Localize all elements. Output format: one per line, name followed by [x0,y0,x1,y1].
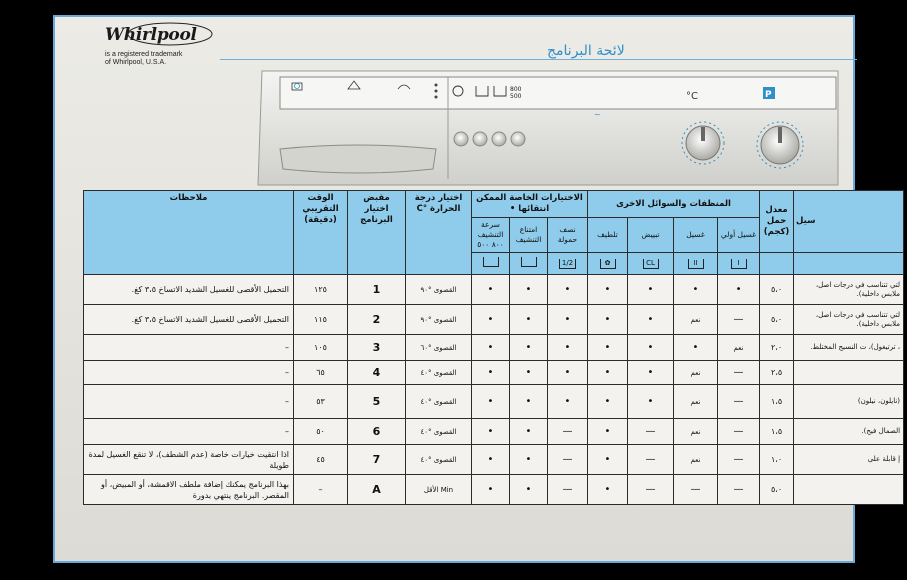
row-agent-mark: نعم [674,305,718,335]
row-notes: – [84,385,294,419]
header-fabric: سيل [794,191,904,253]
wash-symbol [674,253,718,275]
row-max-load: ١،٥ [760,419,794,445]
row-fabric-desc: لتي تتناسب في درجات اصل، ملابس داخلية). [794,305,904,335]
row-duration: ٥٠ [294,419,348,445]
header-option-no-spin: امتناع التنشيف [510,218,548,253]
row-agent-mark: • [588,335,628,361]
row-notes: التحميل الأقصى للغسيل الشديد الاتساخ ٣،٥ كغ. [84,275,294,305]
row-agent-mark: — [628,419,674,445]
row-option-mark: • [472,475,510,505]
prewash-symbol [718,253,760,275]
table-row [84,275,904,305]
program-rows [84,275,904,505]
trademark-line-1: is a registered trademark [105,51,183,58]
row-agent-mark: • [674,335,718,361]
prewash-icon: I [731,259,747,269]
row-option-mark: • [472,335,510,361]
table-row [84,385,904,419]
svg-text:500: 500 [510,93,522,100]
row-program: 1 [348,275,406,305]
row-agent-mark: — [718,419,760,445]
row-temperature: Min الأقل [406,475,472,505]
row-option-mark: • [510,305,548,335]
title-divider [220,59,857,60]
row-max-load: ٢،٠ [760,335,794,361]
row-max-load: ١،٥ [760,385,794,419]
row-option-mark: • [510,419,548,445]
row-option-mark: • [472,305,510,335]
row-agent-mark: • [588,385,628,419]
row-notes: – [84,361,294,385]
row-notes: اذا انتقيت خيارات خاصة (عدم الشطف)، لا تنقع الغسيل لمدة طويلة [84,445,294,475]
row-agent-mark: نعم [674,385,718,419]
header-agent-softener: تلطيف [588,218,628,253]
spin-symbol-icon [483,257,499,267]
row-option-mark: • [472,361,510,385]
row-program: 4 [348,361,406,385]
row-program: 3 [348,335,406,361]
row-temperature: القصوى °٦٠ [406,335,472,361]
svg-text:P: P [765,90,772,100]
control-panel-illustration [258,69,840,187]
svg-text:800: 800 [510,86,522,93]
trademark-note [105,51,235,67]
row-temperature: القصوى °٤٠ [406,445,472,475]
program-table [83,190,901,565]
row-option-mark: • [472,275,510,305]
row-agent-mark: • [628,385,674,419]
row-agent-mark: — [718,475,760,505]
row-max-load: ٥،٠ [760,305,794,335]
row-option-mark: • [472,385,510,419]
row-agent-mark: نعم [718,335,760,361]
row-agent-mark: • [718,275,760,305]
row-program: 2 [348,305,406,335]
row-fabric-desc: الصمال فيح). [794,419,904,445]
row-agent-mark: — [628,445,674,475]
row-option-mark: • [510,445,548,475]
load-symbol-spacer [760,253,794,275]
row-program: 6 [348,419,406,445]
softener-flower-icon: ✿ [600,259,616,269]
row-max-load: ٢،٥ [760,361,794,385]
row-fabric-desc [794,475,904,505]
row-agent-mark: — [674,475,718,505]
row-max-load: ١،٠ [760,445,794,475]
table-row [84,305,904,335]
manual-page [53,15,901,563]
row-agent-mark: نعم [674,445,718,475]
row-notes: – [84,335,294,361]
page-title: لائحة البرنامج [547,43,625,59]
row-temperature: القصوى °٤٠ [406,419,472,445]
table-row [84,361,904,385]
trademark-line-2: of Whirlpool, U.S.A. [105,59,167,66]
row-duration: ٥٣ [294,385,348,419]
program-chart-table [83,190,904,505]
row-option-mark: • [548,305,588,335]
header-option-half-load: نصف حمولة [548,218,588,253]
row-program: A [348,475,406,505]
row-agent-mark: • [588,305,628,335]
row-fabric-desc: إ قابلة على [794,445,904,475]
row-option-mark: • [510,361,548,385]
header-agent-wash: غسيل [674,218,718,253]
header-duration: الوقت التقريبي (دقيقة) [294,191,348,275]
header-agent-bleach: تبييض [628,218,674,253]
row-option-mark: • [472,445,510,475]
row-option-mark: • [510,275,548,305]
fabric-symbol-spacer [794,253,904,275]
row-duration: – [294,475,348,505]
row-agent-mark: • [628,335,674,361]
row-option-mark: • [548,335,588,361]
header-program: مقبض اختيار البرنامج [348,191,406,275]
softener-symbol [588,253,628,275]
half-load-symbol [548,253,588,275]
row-option-mark: • [510,385,548,419]
row-option-mark: • [548,361,588,385]
row-option-mark: • [472,419,510,445]
row-agent-mark: — [718,305,760,335]
table-row [84,475,904,505]
row-agent-mark: • [588,445,628,475]
row-option-mark: • [510,335,548,361]
row-duration: ٦٥ [294,361,348,385]
row-agent-mark: • [628,275,674,305]
row-agent-mark: • [588,361,628,385]
no-spin-symbol-icon [521,257,537,267]
row-notes: التحميل الأقصى للغسيل الشديد الاتساخ ٣،٥ كغ. [84,305,294,335]
bleach-cl-icon: CL [643,259,659,269]
row-agent-mark: نعم [674,361,718,385]
row-temperature: القصوى °٤٠ [406,361,472,385]
row-option-mark: — [548,475,588,505]
row-option-mark: • [548,385,588,419]
row-program: 5 [348,385,406,419]
header-option-spin: سرعة التنشيف ٨٠٠ ٥٠٠ [472,218,510,253]
row-agent-mark: • [588,275,628,305]
header-options-group: الاختيارات الخاصة الممكن انتقائها • [472,191,588,218]
row-temperature: القصوى °٤٠ [406,385,472,419]
row-agent-mark: — [718,385,760,419]
row-temperature: القصوى °٩٠ [406,275,472,305]
whirlpool-logo: Whirlpool [105,25,197,45]
header-temperature: اختيار درجة الحرارة °C [406,191,472,275]
row-option-mark: — [548,445,588,475]
row-agent-mark: • [674,275,718,305]
row-agent-mark: • [628,305,674,335]
row-agent-mark: — [718,445,760,475]
row-agent-mark: — [718,361,760,385]
row-duration: ١٢٥ [294,275,348,305]
spin-symbol [472,253,510,275]
svg-text:°C: °C [686,91,698,102]
row-option-mark: • [548,275,588,305]
no-spin-symbol [510,253,548,275]
header-notes: ملاحظات [84,191,294,275]
row-notes: بهذا البرنامج يمكنك إضافة ملطف الاقمشة، أو المبيض، أو المقصر. البرنامج ينتهي بدورة [84,475,294,505]
row-max-load: ٥،٠ [760,275,794,305]
row-option-mark: • [510,475,548,505]
row-temperature: القصوى °٩٠ [406,305,472,335]
svg-text:~: ~ [594,110,601,119]
row-fabric-desc: لتي تتناسب في درجات اصل، ملابس داخلية). [794,275,904,305]
header-agent-prewash: غسيل أولي [718,218,760,253]
header-agents-group: المنظفات والسوائل الاخرى [588,191,760,218]
row-agent-mark: • [628,361,674,385]
row-fabric-desc: (نايلون، نيلون) [794,385,904,419]
row-fabric-desc: ، ترتيغول)، ت النسيج المختلط. [794,335,904,361]
row-duration: ١٠٥ [294,335,348,361]
row-option-mark: — [548,419,588,445]
row-agent-mark: — [628,475,674,505]
row-agent-mark: نعم [674,419,718,445]
table-row [84,419,904,445]
table-row [84,335,904,361]
row-notes: – [84,419,294,445]
half-load-symbol-icon: 1/2 [559,259,576,269]
bleach-symbol [628,253,674,275]
row-fabric-desc [794,361,904,385]
row-duration: ٤٥ [294,445,348,475]
row-program: 7 [348,445,406,475]
brand-block [105,25,235,67]
main-wash-icon: II [688,259,704,269]
row-max-load: ٥،٠ [760,475,794,505]
row-agent-mark: • [588,419,628,445]
header-max-load: معدل حمل (كجم) [760,191,794,253]
row-agent-mark: • [588,475,628,505]
table-row [84,445,904,475]
row-duration: ١١٥ [294,305,348,335]
